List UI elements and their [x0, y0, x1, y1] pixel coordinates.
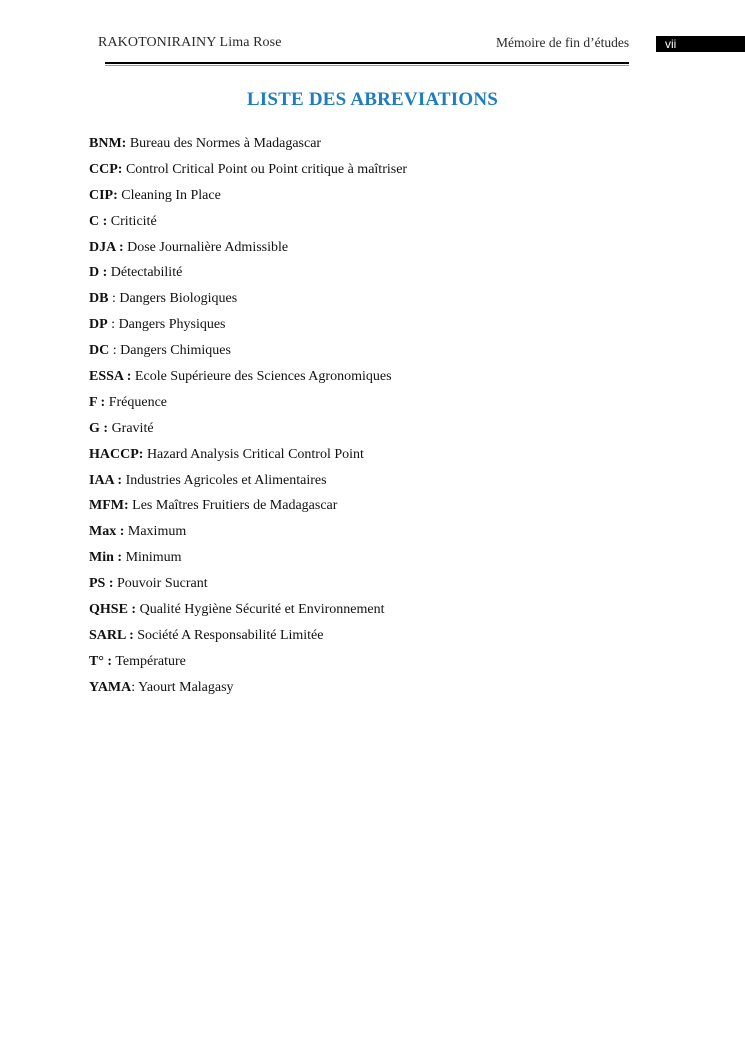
- abbreviation-term: Max :: [89, 524, 125, 540]
- abbreviation-term: G :: [89, 420, 109, 436]
- abbreviation-term: PS :: [89, 576, 114, 592]
- abbreviation-item: [89, 601, 407, 627]
- header-divider-thin: [105, 65, 629, 66]
- abbreviation-item: [89, 420, 407, 446]
- abbreviation-item: [89, 161, 407, 187]
- abbreviation-item: [89, 446, 407, 472]
- abbreviation-definition: Fréquence: [108, 394, 168, 410]
- abbreviation-definition: Maximum: [127, 524, 187, 540]
- abbreviation-definition: Industries Agricoles et Alimentaires: [125, 472, 327, 488]
- abbreviation-definition: Les Maîtres Fruitiers de Madagascar: [132, 498, 338, 514]
- abbreviation-item: [89, 627, 407, 653]
- abbreviation-separator: :: [131, 679, 139, 695]
- abbreviation-item: [89, 264, 407, 290]
- page-title: LISTE DES ABREVIATIONS: [246, 89, 499, 110]
- abbreviation-definition: Dose Journalière Admissible: [127, 239, 289, 255]
- abbreviation-separator: :: [108, 291, 120, 307]
- abbreviation-term: C :: [89, 213, 108, 229]
- abbreviation-definition: Yaourt Malagasy: [138, 679, 234, 695]
- abbreviation-item: [89, 187, 407, 213]
- abbreviation-definition: Dangers Biologiques: [119, 291, 238, 307]
- abbreviation-item: [89, 549, 407, 575]
- abbreviation-term: IAA :: [89, 472, 123, 488]
- abbreviation-definition: Dangers Chimiques: [120, 343, 231, 359]
- abbreviation-item: [89, 239, 407, 265]
- abbreviation-definition: Hazard Analysis Critical Control Point: [146, 446, 364, 462]
- abbreviation-term: F :: [89, 394, 106, 410]
- abbreviation-definition: Ecole Supérieure des Sciences Agronomiques: [134, 369, 392, 385]
- abbreviation-term: DB: [89, 291, 109, 307]
- abbreviation-term: CCP:: [89, 161, 123, 177]
- abbreviation-term: HACCP:: [89, 446, 144, 462]
- abbreviation-definition: Détectabilité: [110, 265, 183, 281]
- abbreviation-item: [89, 290, 407, 316]
- abbreviation-item: [89, 213, 407, 239]
- abbreviation-term: SARL :: [89, 627, 134, 643]
- abbreviation-list: [89, 135, 407, 705]
- header-document-title: Mémoire de fin d’études: [496, 35, 630, 50]
- abbreviation-term: ESSA :: [89, 369, 132, 385]
- header-divider: [105, 62, 629, 64]
- abbreviation-definition: Température: [115, 653, 186, 669]
- abbreviation-term: BNM:: [89, 136, 127, 151]
- abbreviation-term: MFM:: [89, 498, 129, 514]
- header-page-box: [656, 36, 745, 52]
- abbreviation-item: [89, 316, 407, 342]
- abbreviation-item: [89, 135, 407, 161]
- abbreviation-definition: Dangers Physiques: [118, 317, 226, 333]
- abbreviation-term: QHSE :: [89, 602, 137, 618]
- abbreviation-definition: Qualité Hygiène Sécurité et Environnement: [139, 602, 385, 618]
- abbreviation-definition: Société A Responsabilité Limitée: [137, 627, 324, 643]
- abbreviation-term: YAMA: [89, 679, 132, 695]
- abbreviation-separator: :: [107, 317, 119, 333]
- page-number: vii: [665, 37, 677, 51]
- abbreviation-definition: Bureau des Normes à Madagascar: [129, 136, 322, 151]
- abbreviation-item: [89, 523, 407, 549]
- header-author: RAKOTONIRAINY Lima Rose: [98, 35, 282, 50]
- abbreviation-term: DP: [89, 317, 108, 333]
- abbreviation-item: [89, 342, 407, 368]
- abbreviation-term: CIP:: [89, 187, 118, 203]
- abbreviation-separator: :: [109, 343, 121, 359]
- abbreviation-term: T° :: [89, 653, 113, 669]
- abbreviation-term: DC: [89, 343, 110, 359]
- abbreviation-term: Min :: [89, 550, 123, 566]
- abbreviation-definition: Criticité: [110, 213, 157, 229]
- abbreviation-item: [89, 497, 407, 523]
- abbreviation-item: [89, 653, 407, 679]
- abbreviation-item: [89, 472, 407, 498]
- abbreviation-definition: Gravité: [111, 420, 154, 436]
- abbreviation-term: D :: [89, 265, 108, 281]
- abbreviation-definition: Cleaning In Place: [121, 187, 221, 203]
- abbreviation-item: [89, 575, 407, 601]
- abbreviation-term: DJA :: [89, 239, 124, 255]
- abbreviation-definition: Control Critical Point ou Point critique à maîtriser: [125, 161, 408, 177]
- abbreviation-item: [89, 394, 407, 420]
- abbreviation-definition: Minimum: [125, 550, 182, 566]
- abbreviation-item: [89, 368, 407, 394]
- abbreviation-definition: Pouvoir Sucrant: [117, 576, 208, 592]
- abbreviation-item: [89, 679, 407, 705]
